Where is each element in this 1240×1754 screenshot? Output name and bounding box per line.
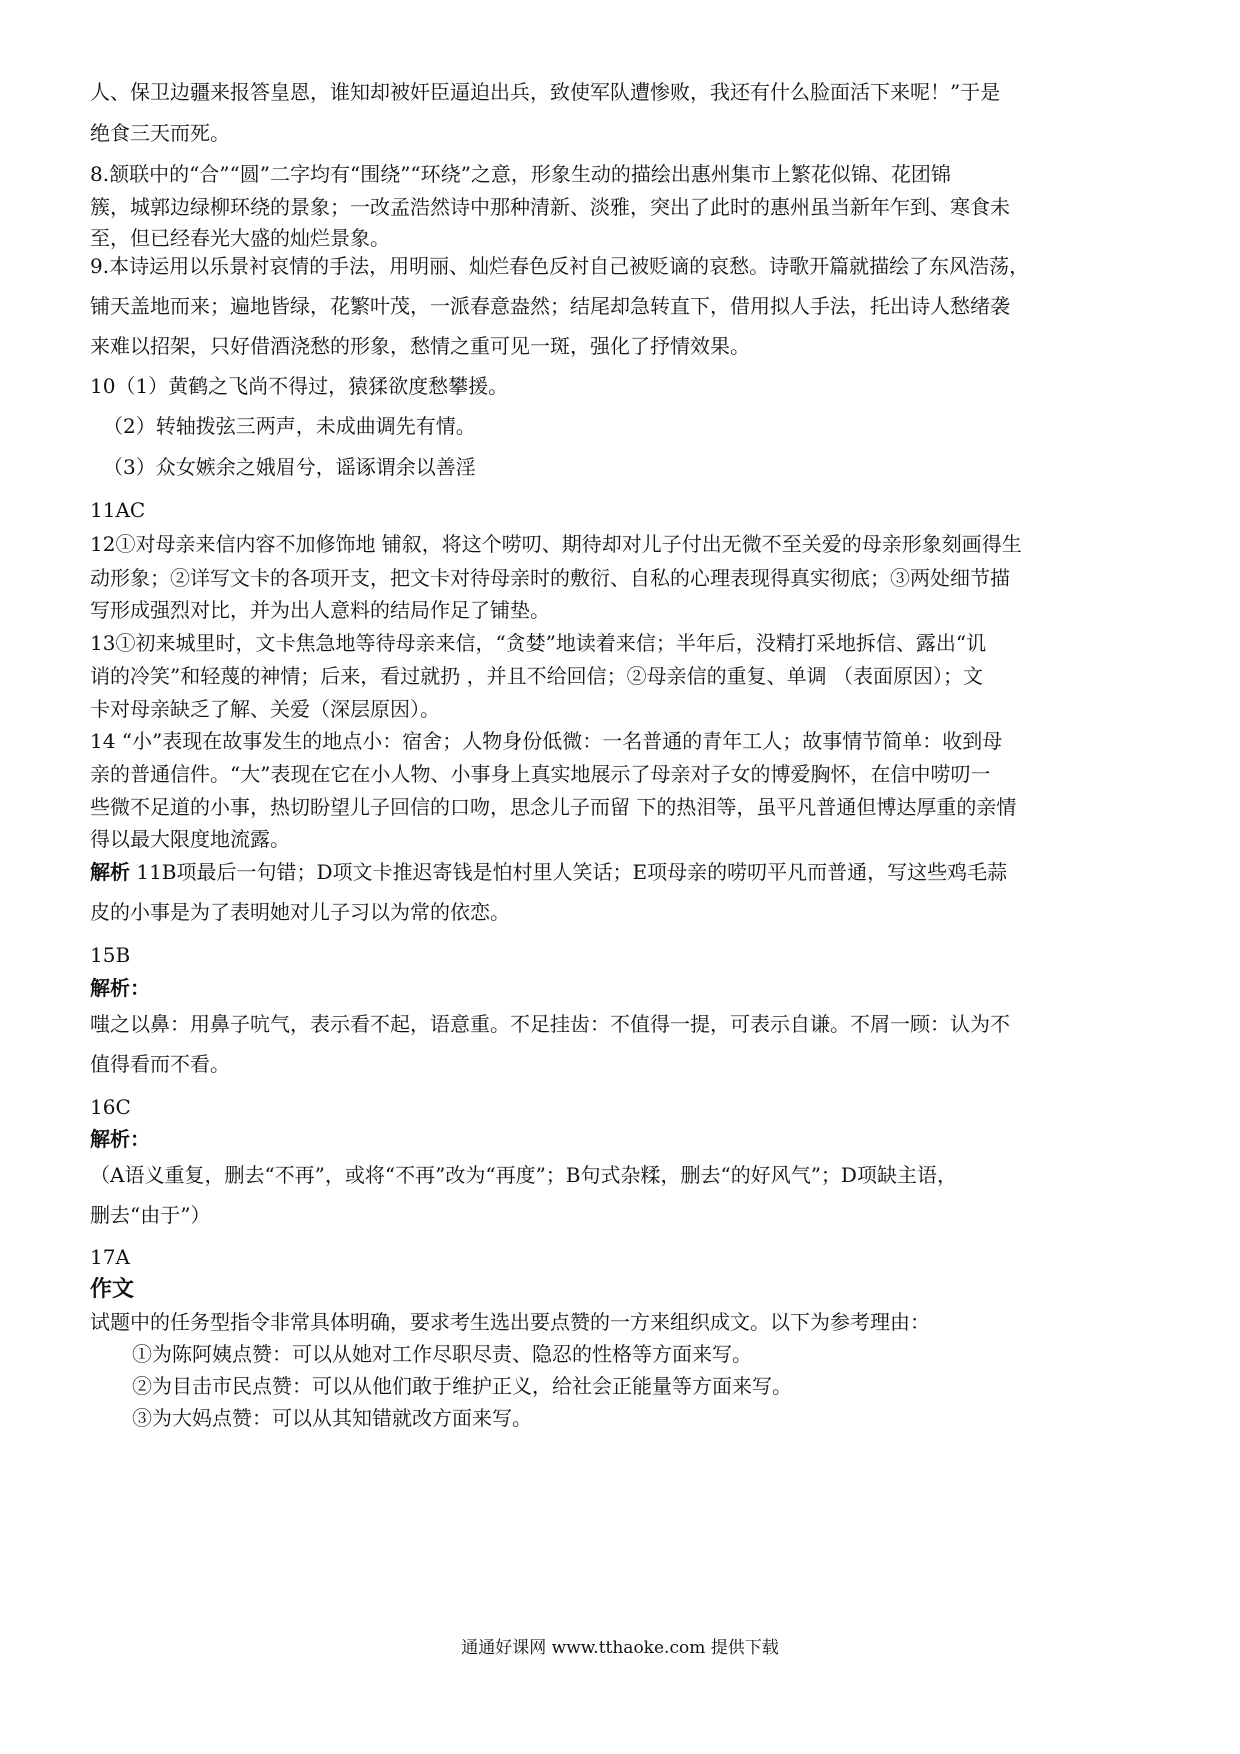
analysis-line xyxy=(90,860,1007,884)
text-line: 得以最大限度地流露。 xyxy=(90,827,290,851)
answer-13-line: 13①初来城里时，文卡焦急地等待母亲来信，“贪婪”地读着来信；半年后，没精打采地拆信、露出“讥 xyxy=(90,631,987,655)
answer-9-line: 9.本诗运用以乐景衬哀情的手法，用明丽、灿烂春色反衬自己被贬谪的哀愁。诗歌开篇就描绘了东风浩荡， xyxy=(90,254,1030,278)
section-title: 作文 xyxy=(90,1277,135,1302)
text-line: 簇，城郭边绿柳环绕的景象；一改孟浩然诗中那种清新、淡雅，突出了此时的惠州虽当新年乍到、寒食未 xyxy=(90,195,1010,219)
text-line: 亲的普通信件。“大”表现在它在小人物、小事身上真实地展示了母亲对子女的博爱胸怀，在信中唠叨一 xyxy=(90,762,991,786)
text-line: （3）众女嫉余之娥眉兮，谣诼谓余以善淫 xyxy=(103,455,476,479)
text-line: 人、保卫边疆来报答皇恩，谁知却被奸臣逼迫出兵，致使军队遭惨败，我还有什么脸面活下来呢！”于是 xyxy=(90,80,1001,104)
list-item: ①为陈阿姨点赞：可以从她对工作尽职尽责、隐忍的性格等方面来写。 xyxy=(132,1342,752,1366)
analysis-label: 解析： xyxy=(90,1127,150,1151)
analysis-text: 11B项最后一句错；D项文卡推迟寄钱是怕村里人笑话；E项母亲的唠叨平凡而普通，写这些鸡毛蒜 xyxy=(130,860,1008,884)
answer-15-line: 15B xyxy=(90,943,131,967)
answer-8-line: 8.颔联中的“合”“圆”二字均有“围绕”“环绕”之意，形象生动的描绘出惠州集市上繁花似锦、花团锦 xyxy=(90,162,951,186)
text-line: 来难以招架，只好借酒浇愁的形象，愁情之重可见一斑，强化了抒情效果。 xyxy=(90,334,750,358)
text-line: （A语义重复，删去“不再”，或将“不再”改为“再度”；B句式杂糅，删去“的好风气”；D项缺主语， xyxy=(90,1163,957,1187)
analysis-label: 解析： xyxy=(90,976,150,1000)
answer-14-line: 14 “小”表现在故事发生的地点小：宿舍；人物身份低微：一名普通的青年工人；故事情节简单：收到母 xyxy=(90,729,1003,753)
text-line: 动形象；②详写文卡的各项开支，把文卡对待母亲时的敷衍、自私的心理表现得真实彻底；③两处细节描 xyxy=(90,566,1010,590)
answer-16-line: 16C xyxy=(90,1095,131,1119)
answer-10-line: 10（1）黄鹤之飞尚不得过，猿猱欲度愁攀援。 xyxy=(90,374,509,398)
text-line: 写形成强烈对比，并为出人意料的结局作足了铺垫。 xyxy=(90,598,550,622)
answer-12-line: 12①对母亲来信内容不加修饰地 铺叙，将这个唠叨、期待却对儿子付出无微不至关爱的母亲形象刻画得生 xyxy=(90,532,1022,556)
text-line: 些微不足道的小事，热切盼望儿子回信的口吻，思念儿子而留 下的热泪等，虽平凡普通但博达厚重的亲情 xyxy=(90,795,1017,819)
text-line: 皮的小事是为了表明她对儿子习以为常的依恋。 xyxy=(90,900,510,924)
list-item: ③为大妈点赞：可以从其知错就改方面来写。 xyxy=(132,1406,532,1430)
answer-17-line: 17A xyxy=(90,1245,130,1269)
text-line: 铺天盖地而来；遍地皆绿，花繁叶茂，一派春意盎然；结尾却急转直下，借用拟人手法，托出诗人愁绪袭 xyxy=(90,294,1010,318)
text-line: （2）转轴拨弦三两声，未成曲调先有情。 xyxy=(103,414,476,438)
page-footer: 通通好课网 www.tthaoke.com 提供下载 xyxy=(461,1638,779,1658)
text-line: 嗤之以鼻：用鼻子吭气，表示看不起，语意重。不足挂齿：不值得一提，可表示自谦。不屑一顾：认为不 xyxy=(90,1012,1010,1036)
text-line: 诮的冷笑”和轻蔑的神情；后来，看过就扔 ，并且不给回信；②母亲信的重复、单调 （表面原因）；文 xyxy=(90,664,983,688)
text-line: 试题中的任务型指令非常具体明确，要求考生选出要点赞的一方来组织成文。以下为参考理由： xyxy=(90,1310,930,1334)
text-line: 值得看而不看。 xyxy=(90,1052,230,1076)
answer-11-line: 11AC xyxy=(90,498,146,522)
text-line: 绝食三天而死。 xyxy=(90,121,230,145)
text-line: 至，但已经春光大盛的灿烂景象。 xyxy=(90,226,390,250)
text-line: 删去“由于”） xyxy=(90,1203,211,1227)
list-item: ②为目击市民点赞：可以从他们敢于维护正义，给社会正能量等方面来写。 xyxy=(132,1374,792,1398)
text-line: 卡对母亲缺乏了解、关爱（深层原因）。 xyxy=(90,697,440,721)
analysis-label: 解析 xyxy=(90,860,130,884)
